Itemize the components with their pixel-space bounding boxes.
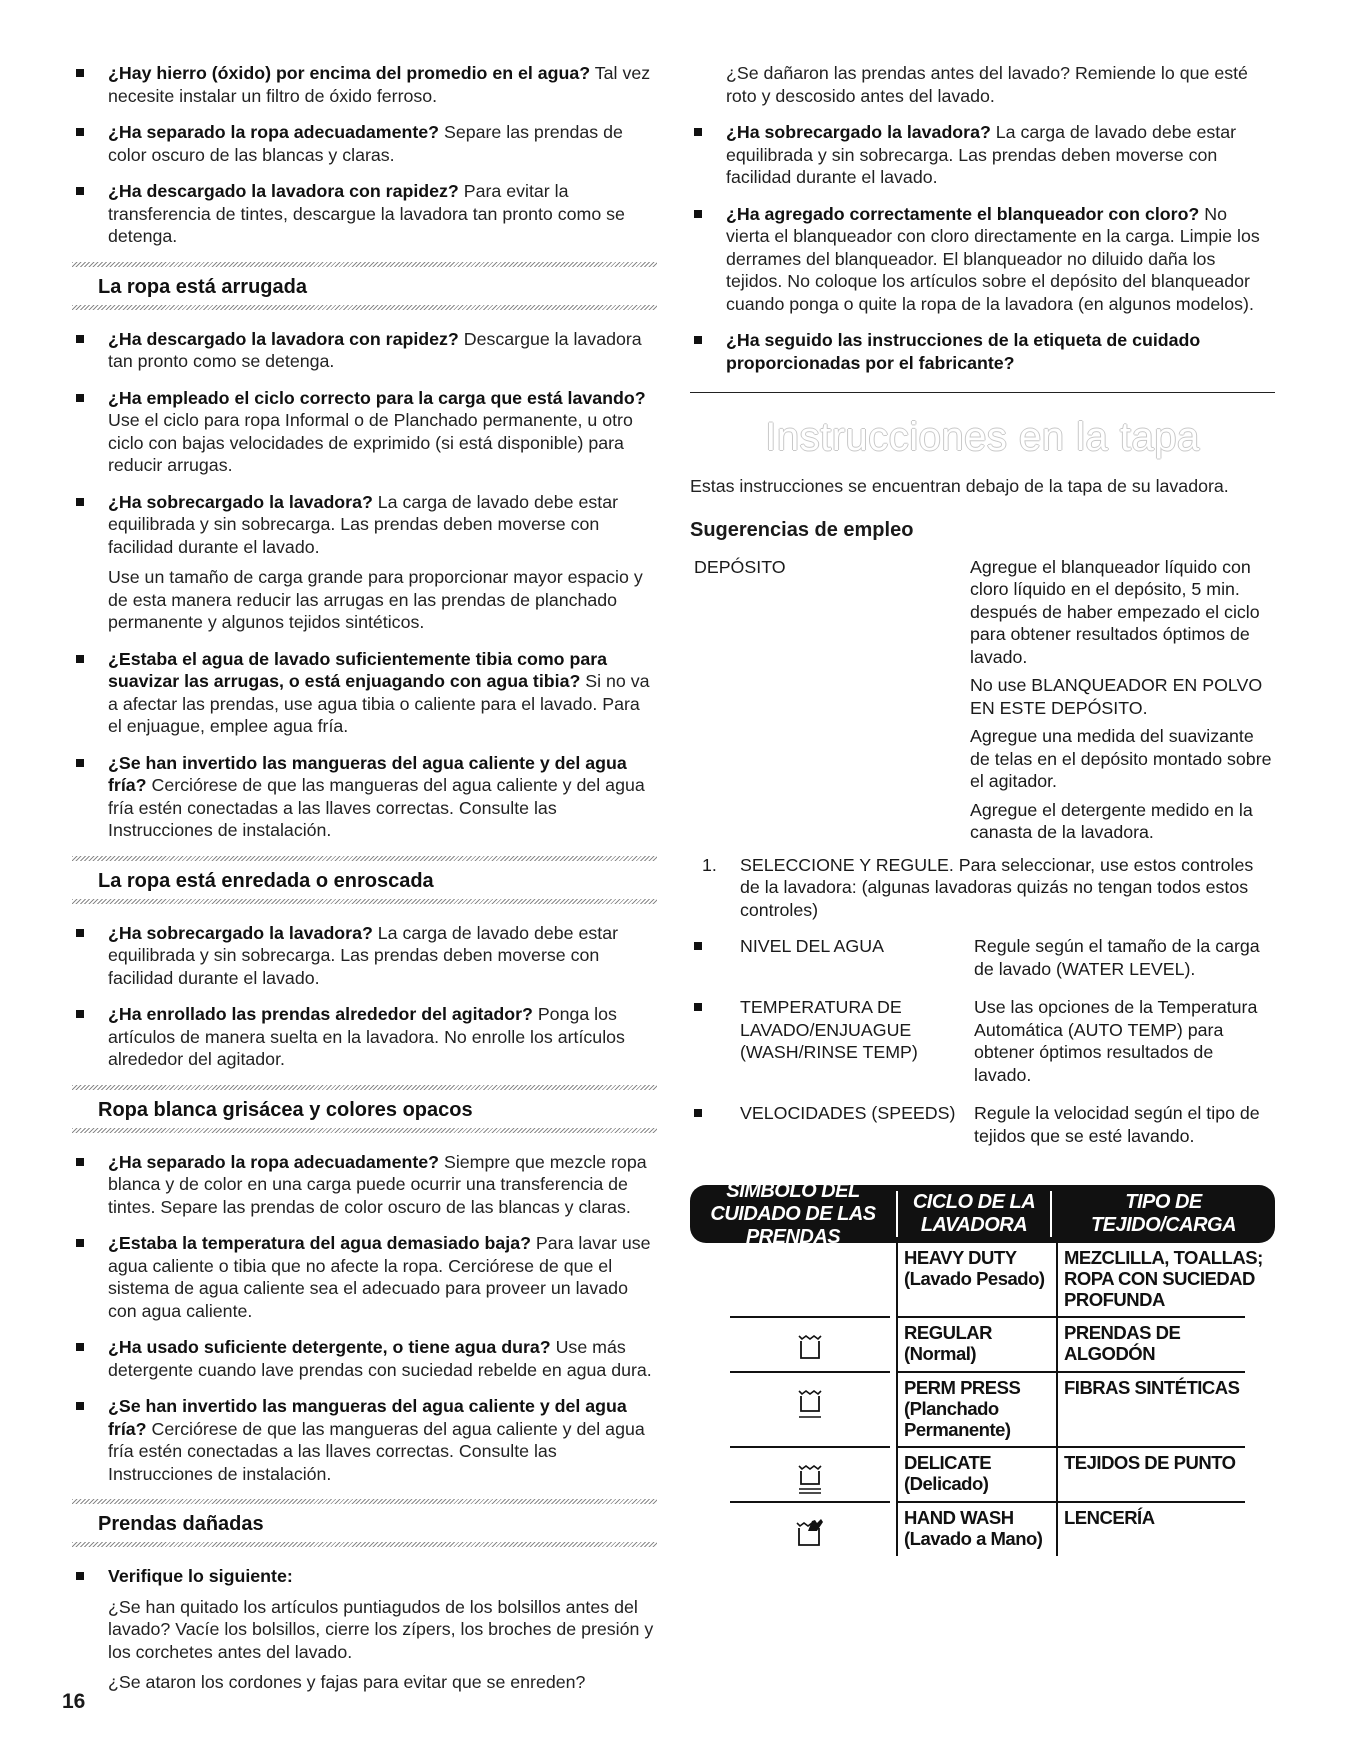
control-row (690, 1102, 1275, 1147)
section-rule (690, 392, 1275, 393)
bullet-item (690, 329, 1275, 374)
bullet-item (690, 121, 1275, 189)
bullet-item (72, 1003, 657, 1071)
section-heading (72, 856, 657, 904)
care-table-column-header: SÍMBOLO DEL CUIDADO DE LAS PRENDAS (710, 1179, 876, 1248)
step-text: SELECCIONE Y REGULE. Para seleccionar, use estos controles de la lavadora: (algunas lavadoras quizás no tengan todos estos controles) (740, 854, 1254, 920)
bullet-text: Para lavar use agua caliente o tibia que no afecte la ropa. Cerciórese de que el sistema de agua caliente sea el adecuado para proveer un lavado con agua caliente. (108, 1233, 651, 1321)
care-table-row (690, 1243, 1275, 1316)
body-paragraph: ¿Se ataron los cordones y fajas para evitar que se enreden? (108, 1672, 586, 1692)
bullet-item (72, 180, 657, 248)
care-table-column-header: CICLO DE LA LAVADORA (896, 1191, 1050, 1237)
section-title: La ropa está arrugada (98, 275, 307, 298)
care-table-row (690, 1446, 1275, 1501)
bullet-question: ¿Ha sobrecargado la lavadora? (726, 122, 991, 142)
bullet-question: ¿Ha sobrecargado la lavadora? (108, 922, 373, 943)
bullet-question: ¿Se han invertido las mangueras del agua caliente y del agua fría? (108, 752, 627, 795)
section-title: La ropa está enredada o enroscada (98, 869, 434, 892)
care-cycle-cell: HAND WASH (Lavado a Mano) (896, 1501, 1056, 1556)
bullet-item (72, 1565, 657, 1588)
deposito-row (690, 556, 1275, 850)
bullet-question: ¿Hay hierro (óxido) por encima del promedio en el agua? (108, 63, 591, 83)
control-row (690, 935, 1275, 980)
wash-tub-one-bar-icon (797, 1387, 823, 1426)
care-symbol-cell (690, 1243, 896, 1316)
care-fabric-cell: PRENDAS DE ALGODÓN (1056, 1316, 1245, 1371)
deposito-paragraph: Agregue el detergente medido en la canasta de la lavadora. (970, 799, 1253, 842)
hatch-rule (72, 899, 657, 904)
care-fabric-cell: TEJIDOS DE PUNTO (1056, 1446, 1245, 1501)
bullet-item (72, 62, 657, 107)
bullet-question: ¿Ha usado suficiente detergente, o tiene agua dura? (108, 1337, 551, 1357)
wash-tub-two-bars-icon (797, 1462, 823, 1501)
bullet-question: ¿Ha agregado correctamente el blanqueador con cloro? (726, 203, 1200, 224)
wash-tub-icon (797, 1332, 823, 1371)
bullet-question: ¿Ha separado la ropa adecuadamente? (108, 122, 440, 142)
step-number: 1. (702, 854, 717, 875)
care-fabric-cell: LENCERÍA (1056, 1501, 1245, 1556)
section-heading (72, 1499, 657, 1547)
deposito-text (970, 556, 1275, 850)
bullet-text: Para evitar la transferencia de tintes, descargue la lavadora tan pronto como se detenga. (108, 181, 625, 246)
hatch-rule (72, 1542, 657, 1547)
care-symbol-cell (730, 1316, 890, 1371)
control-description: Use las opciones de la Temperatura Automática (AUTO TEMP) para obtener óptimos resultados de lavado. (974, 997, 1258, 1085)
care-fabric-cell: MEZCLILLA, TOALLAS; ROPA CON SUCIEDAD PROFUNDA (1056, 1243, 1275, 1316)
care-table-column-header: TIPO DE TEJIDO/CARGA (1050, 1191, 1275, 1237)
bullet-question: ¿Ha descargado la lavadora con rapidez? (108, 328, 459, 349)
bullet-question: Verifique lo siguiente: (108, 1566, 293, 1586)
deposito-paragraph: Agregue el blanqueador líquido con cloro líquido en el depósito, 5 min. después de haber empezado el ciclo para obtener resultados óptimos de lavado. (970, 556, 1260, 667)
care-cycle-cell: DELICATE (Delicado) (896, 1446, 1056, 1501)
bullet-item (72, 1151, 657, 1219)
deposito-paragraph: No use BLANQUEADOR EN POLVO EN ESTE DEPÓSITO. (970, 675, 1263, 718)
hatch-rule (72, 305, 657, 310)
bullet-item (72, 328, 657, 373)
bullet-text: Cerciórese de que las mangueras del agua caliente y del agua fría estén conectadas a las llaves correctas. Consulte las Instrucciones de instalación. (108, 1418, 645, 1484)
hand-wash-icon (795, 1517, 825, 1556)
bullet-text: Siempre que mezcle ropa blanca y de color en una carga puede ocurrir una transferencia de tintes. Separe las prendas de color oscuro de las blancas y claras. (108, 1151, 647, 1217)
control-label: TEMPERATURA DE LAVADO/ENJUAGUE (WASH/RINSE TEMP) (690, 996, 974, 1086)
bullet-question: ¿Estaba el agua de lavado suficientemente tibia como para suavizar las arrugas, o está enjuagando con agua tibia? (108, 648, 608, 691)
bullet-item (72, 491, 657, 559)
bullet-item (690, 203, 1275, 316)
left-column (72, 62, 657, 1708)
bullet-item (72, 1336, 657, 1381)
bullet-text: Si no va a afectar las prendas, use agua tibia o caliente para el lavado. Para el enjuague, emplee agua fría. (108, 671, 650, 736)
deposito-label: DEPÓSITO (694, 556, 786, 577)
section-heading (72, 1085, 657, 1133)
lid-instructions-title: Instrucciones en la tapa (765, 415, 1200, 459)
lid-intro: Estas instrucciones se encuentran debajo de la tapa de su lavadora. (690, 476, 1229, 496)
control-label: NIVEL DEL AGUA (690, 935, 974, 980)
step-1 (690, 854, 1275, 922)
care-table-row (690, 1316, 1275, 1371)
page-number: 16 (62, 1690, 86, 1713)
body-paragraph: Use un tamaño de carga grande para proporcionar mayor espacio y de esta manera reducir las arrugas en las prendas de planchado permanente y algunos tejidos sintéticos. (108, 567, 643, 632)
bullet-text: La carga de lavado debe estar equilibrada y sin sobrecarga. Las prendas deben moverse con facilidad durante el lavado. (108, 491, 619, 557)
control-description: Regule según el tamaño de la carga de lavado (WATER LEVEL). (974, 936, 1260, 979)
bullet-item (72, 387, 657, 477)
section-title: Ropa blanca grisácea y colores opacos (98, 1098, 473, 1121)
care-table-header (690, 1179, 1275, 1248)
right-column (690, 62, 1275, 1556)
bullet-question: ¿Ha separado la ropa adecuadamente? (108, 1151, 440, 1172)
care-table-row (690, 1501, 1275, 1556)
bullet-question: ¿Ha sobrecargado la lavadora? (108, 491, 373, 512)
bullet-item (72, 1395, 657, 1485)
care-table-row (690, 1371, 1275, 1446)
bullet-text: La carga de lavado debe estar equilibrada y sin sobrecarga. Las prendas deben moverse con facilidad durante el lavado. (726, 122, 1237, 187)
bullet-question: ¿Ha descargado la lavadora con rapidez? (108, 181, 459, 201)
bullet-question: ¿Se han invertido las mangueras del agua caliente y del agua fría? (108, 1396, 627, 1439)
bullet-item (72, 752, 657, 842)
bullet-question: ¿Ha enrollado las prendas alrededor del agitador? (108, 1004, 533, 1024)
bullet-question: ¿Estaba la temperatura del agua demasiado baja? (108, 1233, 531, 1253)
section-title: Prendas dañadas (98, 1513, 264, 1535)
bullet-item (72, 1232, 657, 1322)
bullet-item (72, 922, 657, 990)
bullet-text: La carga de lavado debe estar equilibrada y sin sobrecarga. Las prendas deben moverse con facilidad durante el lavado. (108, 922, 619, 988)
hatch-rule (72, 1128, 657, 1133)
section-heading (72, 262, 657, 310)
bullet-item (72, 648, 657, 738)
bullet-text: No vierta el blanqueador con cloro directamente en la carga. Limpie los derrames del blanqueador. El blanqueador no diluido daña los tejidos. No coloque los artículos sobre el depósito del blanqueador cuando ponga o quite la ropa de la lavadora (en algunos modelos). (726, 203, 1260, 314)
bullet-text: Separe las prendas de color oscuro de las blancas y claras. (108, 122, 623, 165)
bullet-text: Descargue la lavadora tan pronto como se detenga. (108, 328, 642, 371)
bullet-question: ¿Ha seguido las instrucciones de la etiqueta de cuidado proporcionadas por el fabricante? (726, 330, 1201, 373)
care-cycle-cell: PERM PRESS (Planchado Permanente) (896, 1371, 1056, 1446)
bullet-text: Cerciórese de que las mangueras del agua caliente y del agua fría estén conectadas a las llaves correctas. Consulte las Instrucciones de instalación. (108, 775, 645, 840)
bullet-text: Use más detergente cuando lave prendas con suciedad rebelde en agua dura. (108, 1337, 652, 1380)
tips-title: Sugerencias de empleo (690, 518, 914, 541)
care-symbol-cell (730, 1371, 890, 1446)
care-fabric-cell: FIBRAS SINTÉTICAS (1056, 1371, 1245, 1446)
body-paragraph: ¿Se dañaron las prendas antes del lavado? Remiende lo que esté roto y descosido antes del lavado. (726, 63, 1248, 106)
control-label: VELOCIDADES (SPEEDS) (690, 1102, 974, 1147)
bullet-item (72, 121, 657, 166)
care-table (690, 1179, 1275, 1556)
care-symbol-cell (730, 1501, 890, 1556)
control-description: Regule la velocidad según el tipo de tejidos que se esté lavando. (974, 1103, 1260, 1146)
care-cycle-cell: REGULAR (Normal) (896, 1316, 1056, 1371)
care-cycle-cell: HEAVY DUTY (Lavado Pesado) (896, 1243, 1056, 1316)
care-symbol-cell (730, 1446, 890, 1501)
deposito-paragraph: Agregue una medida del suavizante de telas en el depósito montado sobre el agitador. (970, 726, 1272, 791)
bullet-text: Ponga los artículos de manera suelta en la lavadora. No enrolle los artículos alrededor del agitador. (108, 1004, 625, 1069)
bullet-question: ¿Ha empleado el ciclo correcto para la carga que está lavando? (108, 387, 646, 408)
bullet-text: Tal vez necesite instalar un filtro de óxido ferroso. (108, 63, 651, 106)
control-row (690, 996, 1275, 1086)
body-paragraph: ¿Se han quitado los artículos puntiagudos de los bolsillos antes del lavado? Vacíe los bolsillos, cierre los zípers, los broches de presión y los corchetes antes del lavado. (108, 1596, 654, 1662)
bullet-text: Use el ciclo para ropa Informal o de Planchado permanente, u otro ciclo con bajas velocidades de exprimido (si está disponible) para reducir arrugas. (108, 410, 633, 475)
